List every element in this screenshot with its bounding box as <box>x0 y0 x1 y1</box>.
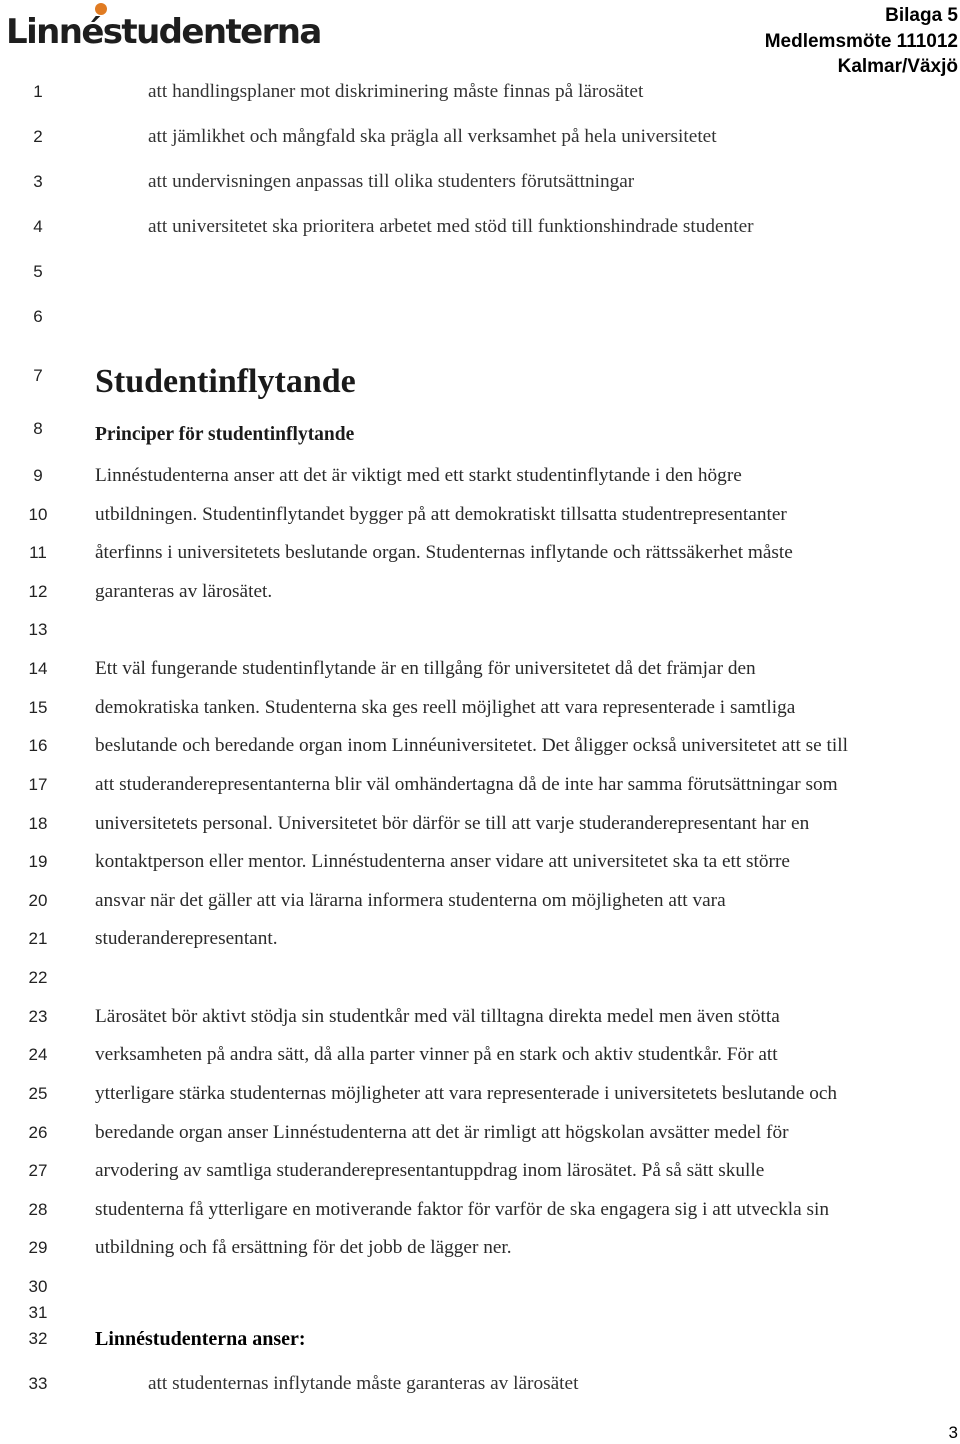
paragraph-line: universitetets personal. Universitetet bör därför se till att varje studeranderepresentant har en <box>95 813 810 834</box>
paragraph-line: utbildning och få ersättning för det jobb de lägger ner. <box>95 1237 512 1258</box>
paragraph-line: beredande organ anser Linnéstudenterna att det är rimligt att högskolan avsätter medel för <box>95 1122 789 1143</box>
paragraph-line: Linnéstudenterna anser att det är viktigt med ett starkt studentinflytande i den högre <box>95 465 742 486</box>
paragraph-line: beslutande och beredande organ inom Linnéuniversitetet. Det åligger också universitetet att se till <box>95 735 848 756</box>
line-number: 14 <box>28 659 48 678</box>
line-number: 4 <box>33 217 43 236</box>
line-number: 21 <box>28 929 48 948</box>
line-number: 22 <box>28 968 48 987</box>
line-number: 2 <box>33 127 43 146</box>
paragraph-line: utbildningen. Studentinflytandet bygger på att demokratiskt tillsatta studentrepresentanter <box>95 504 787 525</box>
intro-bullet: att universitetet ska prioritera arbetet med stöd till funktionshindrade studenter <box>148 216 754 237</box>
line-number: 1 <box>33 82 43 101</box>
conclusion-heading: Linnéstudenterna anser: <box>95 1328 306 1350</box>
paragraph-line: arvodering av samtliga studeranderepresentantuppdrag inom lärosätet. På så sätt skulle <box>95 1160 765 1181</box>
paragraph-line: Lärosätet bör aktivt stödja sin studentkår med väl tilltagna direkta medel men även stötta <box>95 1006 780 1027</box>
line-number: 26 <box>28 1123 48 1142</box>
line-number: 30 <box>28 1277 48 1296</box>
line-number: 13 <box>28 620 48 639</box>
line-number: 12 <box>28 582 48 601</box>
paragraph-line: verksamheten på andra sätt, då alla parter vinner på en stark och aktiv studentkår. För att <box>95 1044 778 1065</box>
line-number: 23 <box>28 1007 48 1026</box>
line-number: 15 <box>28 698 48 717</box>
header-meeting: Medlemsmöte 111012 <box>764 31 958 52</box>
line-number: 5 <box>33 262 43 281</box>
line-number: 28 <box>28 1200 48 1219</box>
paragraph-line: garanteras av lärosätet. <box>95 581 273 602</box>
section-title: Studentinflytande <box>95 363 356 400</box>
header-bilaga: Bilaga 5 <box>885 5 958 26</box>
paragraph-line: ytterligare stärka studenternas möjligheter att vara representerade i universitetets beslutande och <box>95 1083 838 1104</box>
header-location: Kalmar/Växjö <box>837 56 958 77</box>
conclusion-bullet: att studenternas inflytande måste garanteras av lärosätet <box>148 1373 579 1394</box>
line-number: 11 <box>29 543 47 562</box>
section-subtitle: Principer för studentinflytande <box>95 424 355 445</box>
intro-bullet: att undervisningen anpassas till olika studenters förutsättningar <box>148 171 635 192</box>
line-number: 20 <box>28 891 48 910</box>
line-number: 10 <box>28 505 48 524</box>
paragraph-line: studeranderepresentant. <box>95 928 278 949</box>
paragraph-line: att studeranderepresentanterna blir väl omhändertagna då de inte har samma förutsättningar som <box>95 774 838 795</box>
paragraph-line: studenterna få ytterligare en motiverande faktor för varför de ska engagera sig i att utveckla sin <box>95 1199 829 1220</box>
paragraph-line: kontaktperson eller mentor. Linnéstudenterna anser vidare att universitetet ska ta ett större <box>95 851 790 872</box>
logo-wordmark: Linnéstudenterna <box>6 12 321 52</box>
line-number: 24 <box>28 1045 48 1064</box>
paragraph-line: Ett väl fungerande studentinflytande är en tillgång för universitetet då det främjar den <box>95 658 756 679</box>
line-number: 27 <box>28 1161 48 1180</box>
line-number: 32 <box>28 1329 48 1348</box>
line-number: 9 <box>33 466 43 485</box>
intro-bullet: att handlingsplaner mot diskriminering måste finnas på lärosätet <box>148 81 644 102</box>
intro-bullet: att jämlikhet och mångfald ska prägla all verksamhet på hela universitetet <box>148 126 717 147</box>
line-number: 7 <box>33 366 43 385</box>
paragraph-line: återfinns i universitetets beslutande organ. Studenternas inflytande och rättssäkerhet måste <box>95 542 793 563</box>
line-number: 8 <box>33 419 43 438</box>
line-number: 29 <box>28 1238 48 1257</box>
line-number: 19 <box>28 852 48 871</box>
line-number: 17 <box>28 775 48 794</box>
page-number: 3 <box>948 1423 958 1442</box>
line-number: 3 <box>33 172 43 191</box>
paragraph-line: demokratiska tanken. Studenterna ska ges reell möjlighet att vara representerade i samtliga <box>95 697 796 718</box>
line-number: 33 <box>28 1374 48 1393</box>
paragraph-line: ansvar när det gäller att via lärarna informera studenterna om möjligheten att vara <box>95 890 726 911</box>
line-number: 6 <box>33 307 43 326</box>
linnestudenterna-logo <box>2 0 332 58</box>
line-number: 16 <box>28 736 48 755</box>
line-number: 25 <box>28 1084 48 1103</box>
line-number: 18 <box>28 814 48 833</box>
line-number: 31 <box>28 1303 48 1322</box>
